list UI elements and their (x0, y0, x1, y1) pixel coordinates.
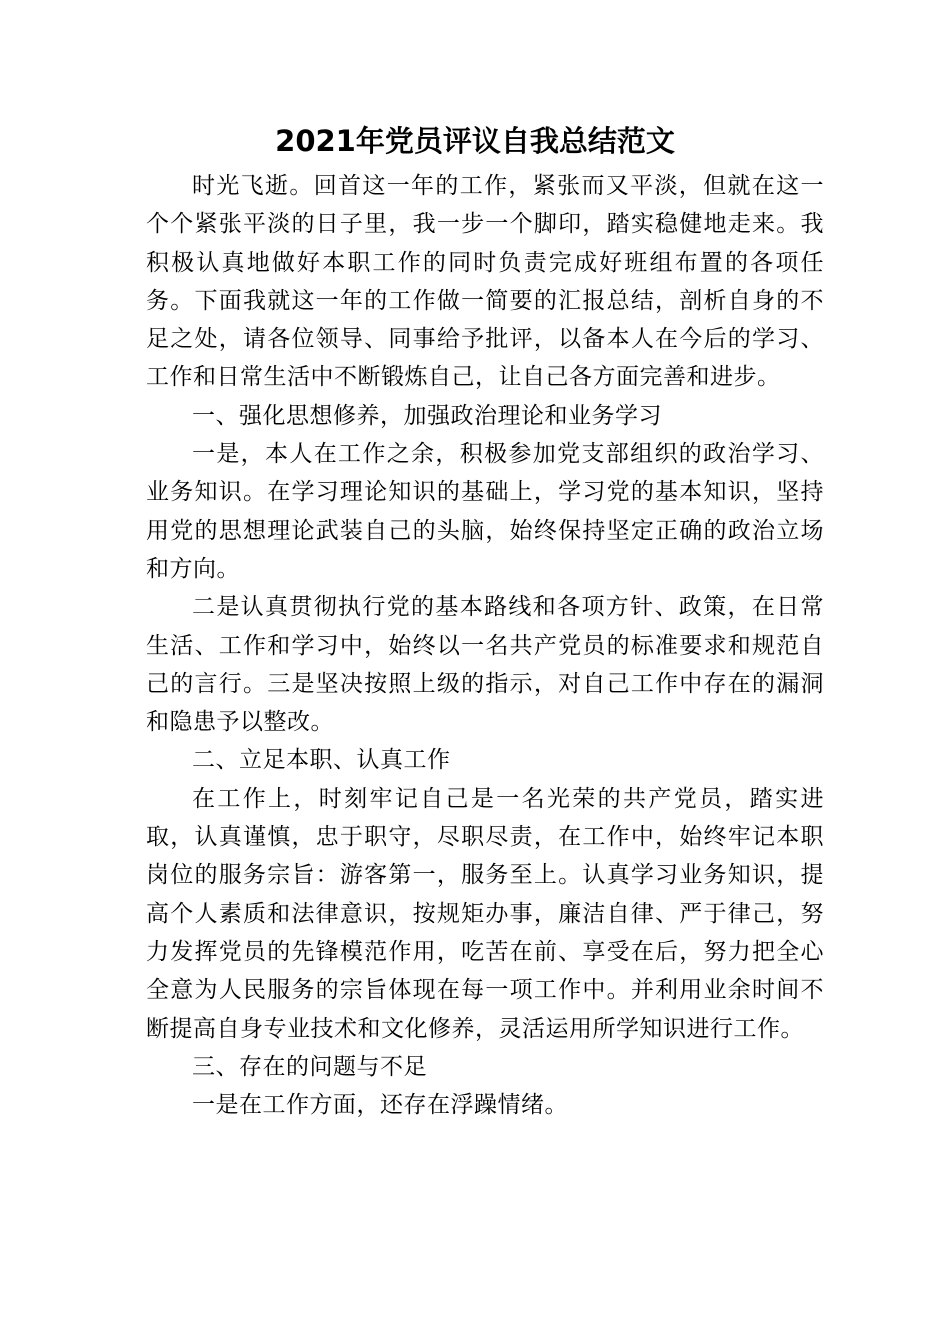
document-body (146, 167, 824, 1124)
intro-paragraph: 时光飞逝。回首这一年的工作，紧张而又平淡，但就在这一个个紧张平淡的日子里，我一步一个脚印，踏实稳健地走来。我积极认真地做好本职工作的同时负责完成好班组布置的各项任务。下面我就这一年的工作做一简要的汇报总结，剖析自身的不足之处，请各位领导、同事给予批评，以备本人在今后的学习、工作和日常生活中不断锻炼自己，让自己各方面完善和进步。 (146, 173, 824, 391)
body-paragraph: 在工作上，时刻牢记自己是一名光荣的共产党员，踏实进取，认真谨慎，忠于职守，尽职尽责，在工作中，始终牢记本职岗位的服务宗旨：游客第一，服务至上。认真学习业务知识，提高个人素质和法律意识，按规矩办事，廉洁自律、严于律己，努力发挥党员的先锋模范作用，吃苦在前、享受在后，努力把全心全意为人民服务的宗旨体现在每一项工作中。并利用业余时间不断提高自身专业技术和文化修养，灵活运用所学知识进行工作。 (146, 785, 824, 1042)
body-paragraph: 一是，本人在工作之余，积极参加党支部组织的政治学习、业务知识。在学习理论知识的基础上，学习党的基本知识，坚持用党的思想理论武装自己的头脑，始终保持坚定正确的政治立场和方向。 (146, 441, 824, 582)
body-paragraph: 一是在工作方面，还存在浮躁情绪。 (192, 1092, 568, 1119)
document-title: 2021年党员评议自我总结范文 (275, 124, 675, 158)
section-heading-2: 二、立足本职、认真工作 (192, 747, 451, 774)
section-heading-3: 三、存在的问题与不足 (192, 1053, 427, 1080)
section-heading-1: 一、强化思想修养，加强政治理论和业务学习 (192, 402, 662, 429)
body-paragraph: 二是认真贯彻执行党的基本路线和各项方针、政策，在日常生活、工作和学习中，始终以一名共产党员的标准要求和规范自己的言行。三是坚决按照上级的指示，对自己工作中存在的漏洞和隐患予以整改。 (146, 594, 824, 736)
